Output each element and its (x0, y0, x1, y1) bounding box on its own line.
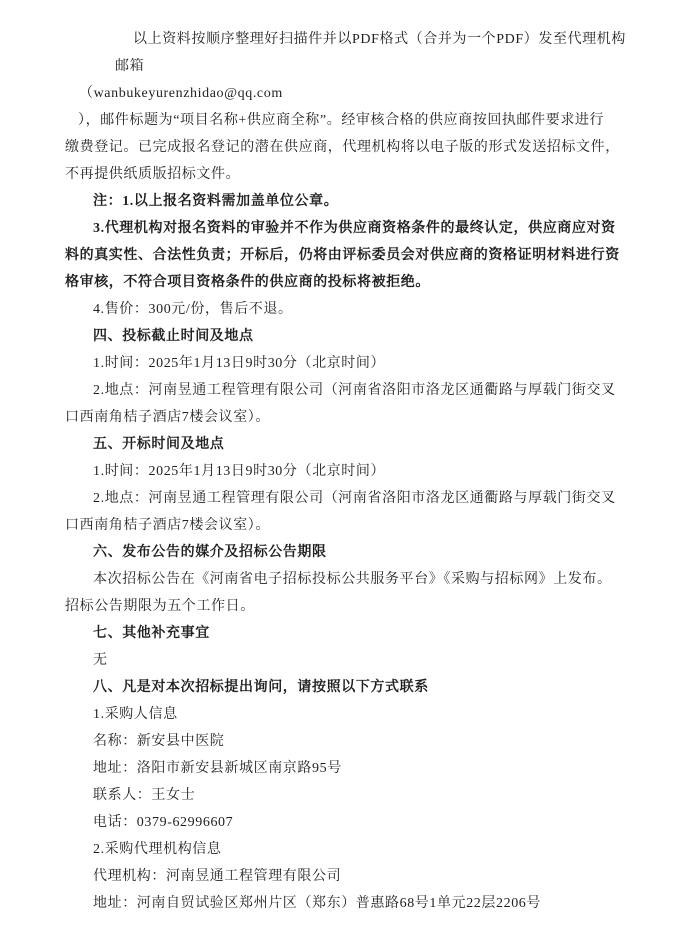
doc-line: 2.地点：河南昱通工程管理有限公司（河南省洛阳市洛龙区通衢路与厚载门街交叉 (93, 383, 616, 398)
doc-line: 联系人：王女士 (93, 788, 196, 803)
doc-line: 2.采购代理机构信息 (93, 842, 222, 857)
doc-line: 1.采购人信息 (93, 707, 178, 722)
doc-line: 无 (93, 653, 108, 668)
doc-line: 1.时间：2025年1月13日9时30分（北京时间） (93, 356, 386, 371)
doc-line: 名称：新安县中医院 (93, 734, 225, 749)
doc-line: 六、发布公告的媒介及招标公告期限 (93, 545, 327, 560)
doc-line: 电话：0379-62996607 (93, 815, 234, 830)
doc-line: 料的真实性、合法性负责；开标后，仍将由评标委员会对供应商的资格证明材料进行资 (65, 248, 620, 263)
doc-line: 七、其他补充事宜 (93, 626, 210, 641)
doc-line: 1.时间：2025年1月13日9时30分（北京时间） (93, 464, 386, 479)
doc-line: 3.代理机构对报名资料的审验并不作为供应商资格条件的最终认定，供应商应对资 (93, 221, 616, 236)
doc-line: （wanbukeyurenzhidao@qq.com (79, 86, 283, 101)
doc-line: 地址：洛阳市新安县新城区南京路95号 (93, 761, 342, 776)
doc-line: 八、凡是对本次招标提出询问，请按照以下方式联系 (93, 680, 429, 695)
doc-line: 缴费登记。已完成报名登记的潜在供应商，代理机构将以电子版的形式发送招标文件， (65, 140, 620, 155)
doc-line: ），邮件标题为“项目名称+供应商全称”。经审核合格的供应商按回执邮件要求进行 (78, 113, 605, 128)
doc-line: 邮箱 (115, 59, 145, 74)
doc-line: 注：1.以上报名资料需加盖单位公章。 (93, 194, 339, 209)
doc-line: 格审核，不符合项目资格条件的供应商的投标将被拒绝。 (65, 275, 430, 290)
doc-line: 以上资料按顺序整理好扫描件并以PDF格式（合并为一个PDF）发至代理机构 (133, 32, 626, 47)
doc-line: 不再提供纸质版招标文件。 (65, 167, 241, 182)
doc-line: 口西南角桔子酒店7楼会议室）。 (65, 518, 270, 533)
doc-line: 口西南角桔子酒店7楼会议室）。 (65, 410, 270, 425)
doc-line: 本次招标公告在《河南省电子招标投标公共服务平台》《采购与招标网》上发布。 (93, 572, 612, 587)
doc-line: 4.售价：300元/份，售后不退。 (93, 302, 293, 317)
doc-line: 代理机构：河南昱通工程管理有限公司 (93, 869, 342, 884)
doc-line: 四、投标截止时间及地点 (93, 329, 254, 344)
doc-line: 招标公告期限为五个工作日。 (65, 599, 255, 614)
doc-line: 地址：河南自贸试验区郑州片区（郑东）普惠路68号1单元22层2206号 (93, 896, 541, 911)
doc-line: 2.地点：河南昱通工程管理有限公司（河南省洛阳市洛龙区通衢路与厚载门街交叉 (93, 491, 616, 506)
doc-line: 五、开标时间及地点 (93, 437, 225, 452)
